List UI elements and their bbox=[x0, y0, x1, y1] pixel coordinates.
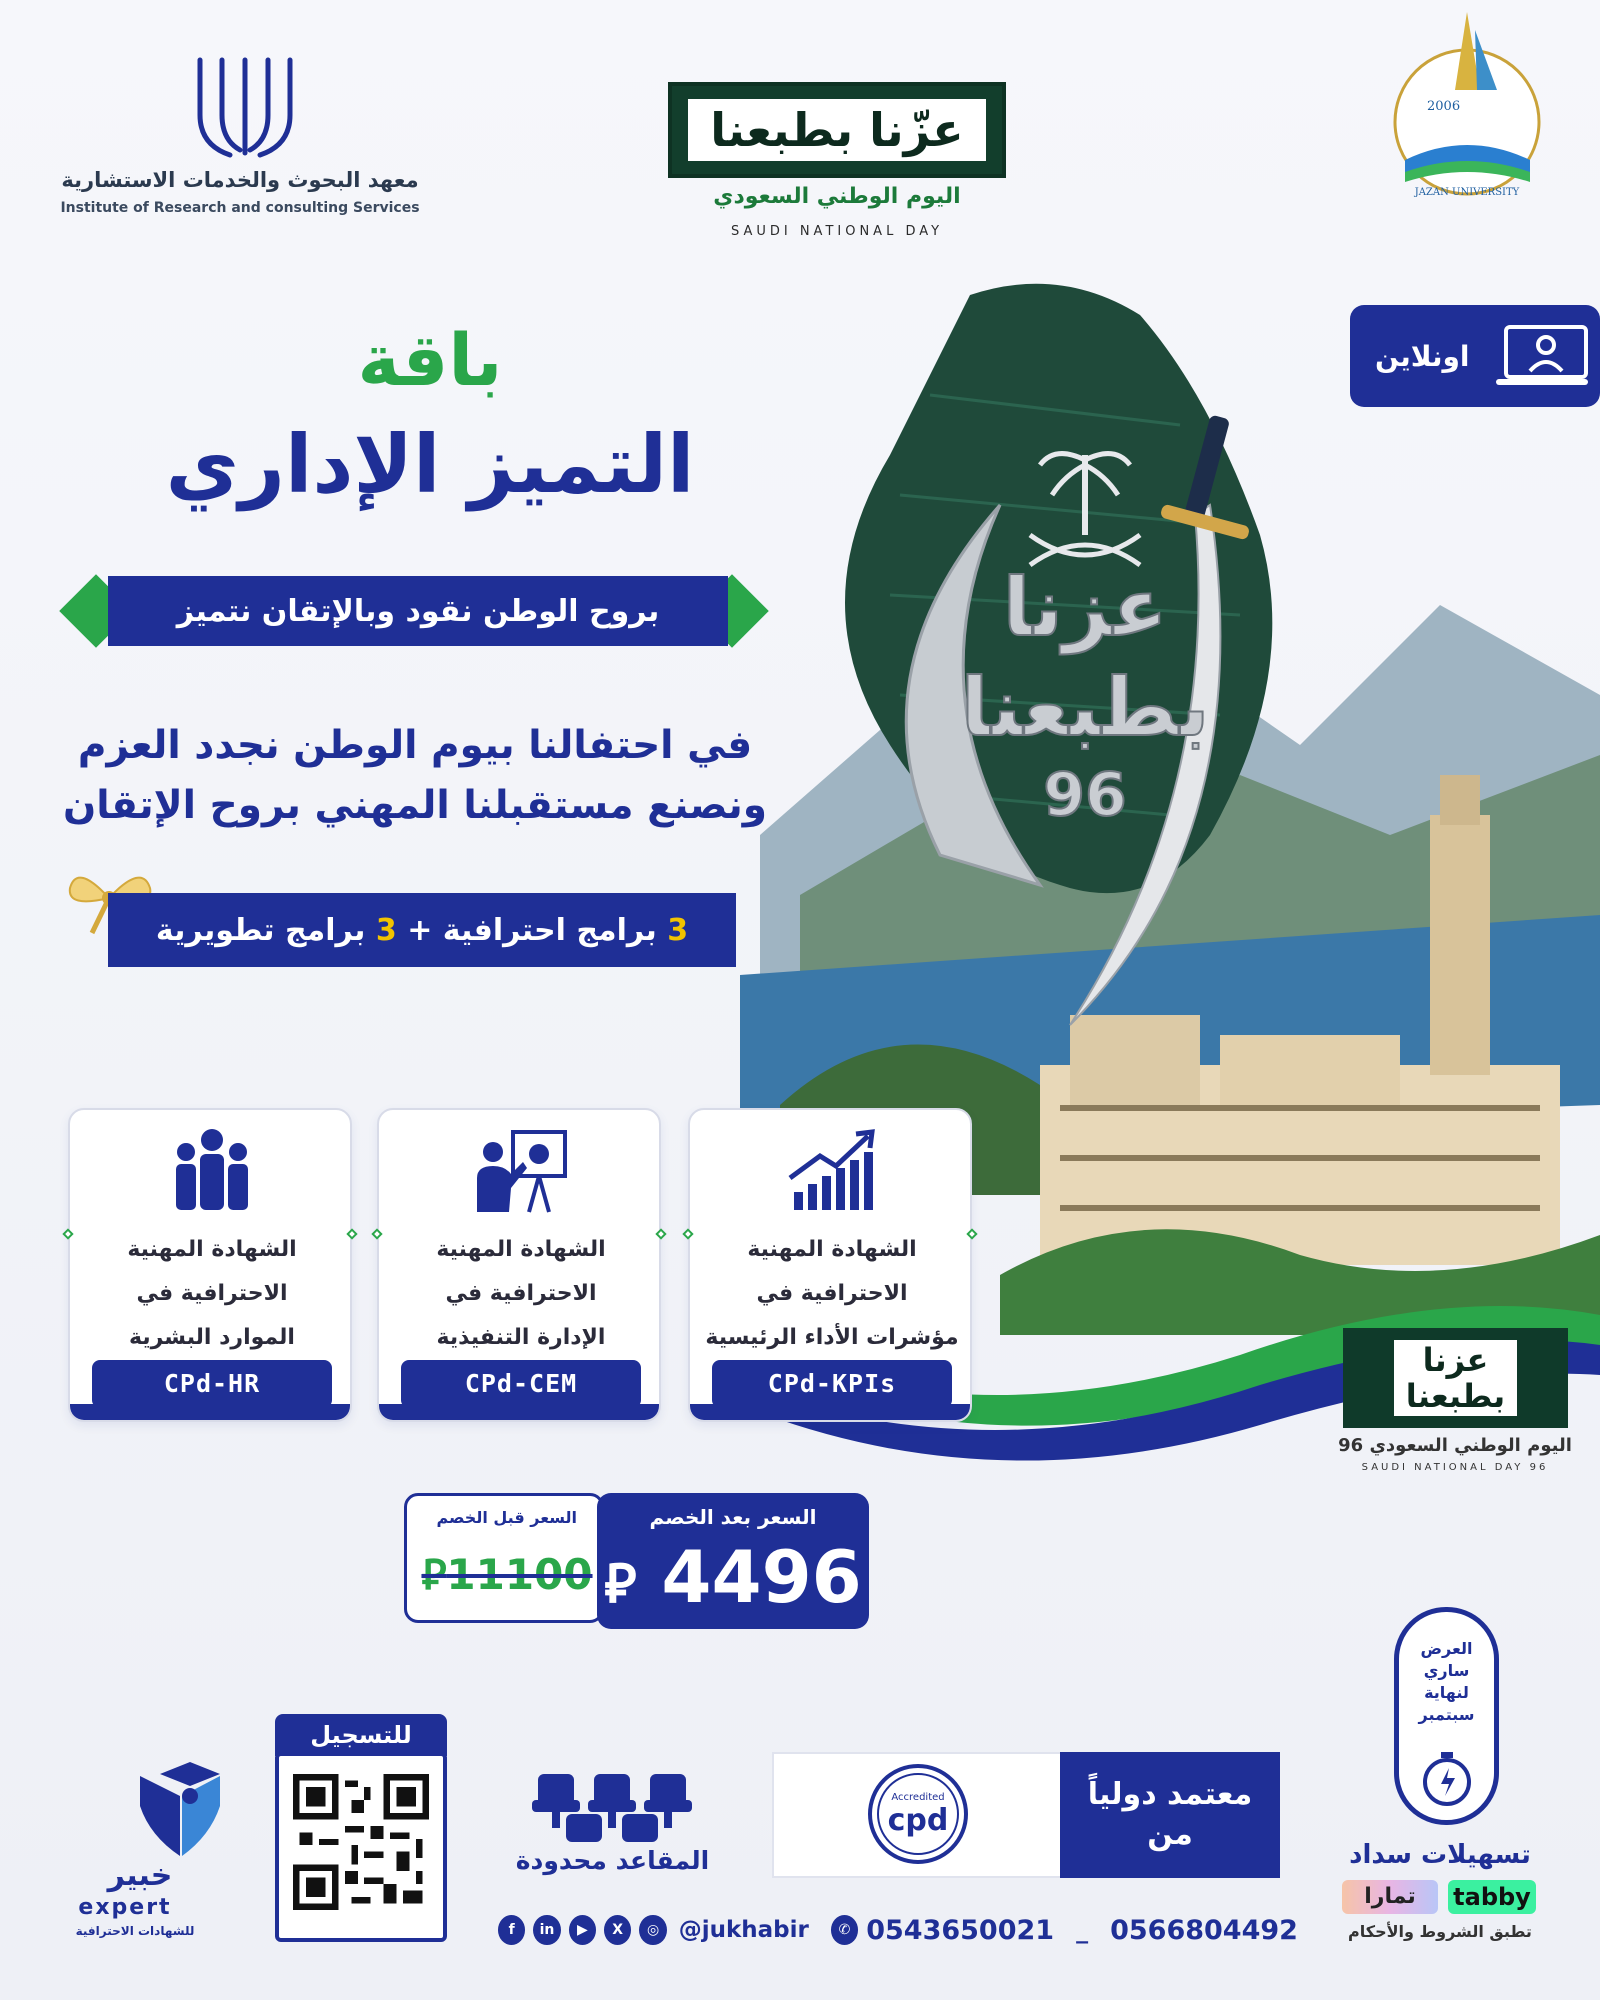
register-label: للتسجيل bbox=[275, 1714, 447, 1756]
price-after-box bbox=[597, 1493, 869, 1629]
presenter-icon bbox=[471, 1126, 571, 1216]
expert-name-ar: خبير bbox=[107, 1858, 173, 1893]
social-handle[interactable]: @jukhabir bbox=[678, 1917, 809, 1943]
package-description bbox=[60, 716, 770, 836]
cpd-accredited-logo bbox=[866, 1762, 970, 1866]
description-line-2: ونصنع مستقبلنا المهني بروح الإتقان bbox=[63, 783, 767, 828]
programs-text-1: برامج احترافية + bbox=[396, 912, 668, 948]
certificate-code: CPd-KPIs bbox=[712, 1360, 952, 1408]
card-dot-right bbox=[346, 1228, 357, 1239]
register-qr-code[interactable] bbox=[275, 1752, 447, 1942]
offer-line1: العرض bbox=[1420, 1639, 1473, 1658]
certificate-title-line3: مؤشرات الأداء الرئيسية bbox=[705, 1325, 959, 1350]
hero-calligraphy-number: 96 bbox=[1043, 760, 1127, 830]
tamara-logo: تمارا bbox=[1342, 1880, 1438, 1914]
payment-terms: تطبق الشروط والأحكام bbox=[1348, 1922, 1532, 1941]
certificate-title-line3: الإدارة التنفيذية bbox=[436, 1325, 606, 1350]
price-before-value bbox=[417, 1546, 597, 1601]
national-day-en: SAUDI NATIONAL DAY bbox=[730, 224, 944, 239]
card-footer-bar bbox=[70, 1404, 350, 1420]
package-prefix: باقة bbox=[357, 318, 503, 402]
national-day-96-ar: اليوم الوطني السعودي 96 bbox=[1338, 1435, 1572, 1456]
price-after-label: السعر بعد الخصم bbox=[649, 1505, 817, 1529]
facebook-icon[interactable]: f bbox=[498, 1915, 525, 1945]
linkedin-icon[interactable]: in bbox=[533, 1915, 560, 1945]
accreditation-line1: معتمد دولياً bbox=[1087, 1777, 1253, 1812]
package-title: التميز الإداري bbox=[165, 418, 695, 511]
svg-text:2006: 2006 bbox=[1427, 99, 1461, 114]
whatsapp-icon[interactable]: ✆ bbox=[831, 1915, 858, 1945]
price-after-value bbox=[597, 1535, 869, 1619]
certificate-title bbox=[700, 1228, 964, 1360]
stopwatch-icon bbox=[1417, 1748, 1477, 1808]
cpd-big-text: cpd bbox=[887, 1803, 949, 1838]
national-day-slogan: عزّنا بطبعنا bbox=[688, 99, 985, 161]
phone-1[interactable]: 0543650021 bbox=[866, 1914, 1055, 1946]
price-before-number: 11100 bbox=[446, 1550, 593, 1599]
tabby-logo: tabby bbox=[1448, 1880, 1536, 1914]
price-after-number: 4496 bbox=[661, 1535, 862, 1619]
seats-label: المقاعد محدودة bbox=[515, 1846, 710, 1875]
qr-code-icon bbox=[293, 1774, 429, 1910]
certificate-title-line2: الاحترافية في bbox=[136, 1281, 288, 1306]
certificate-title-line3: الموارد البشرية bbox=[129, 1325, 295, 1350]
seats-icon bbox=[528, 1764, 698, 1854]
certificate-title-line2: الاحترافية في bbox=[445, 1281, 597, 1306]
expert-name-en: expert bbox=[78, 1895, 172, 1920]
offer-line2: ساري bbox=[1423, 1661, 1470, 1680]
phone-2[interactable]: 0566804492 bbox=[1110, 1914, 1298, 1946]
certificate-title-line2: الاحترافية في bbox=[756, 1281, 908, 1306]
expert-logo-mark bbox=[120, 1756, 240, 1866]
cpd-small-text: Accredited bbox=[891, 1792, 945, 1803]
package-slogan: بروح الوطن نقود وبالإتقان نتميز bbox=[108, 576, 728, 646]
certificate-title-line1: الشهادة المهنية bbox=[436, 1237, 606, 1262]
national-day-96-en: SAUDI NATIONAL DAY 96 bbox=[1361, 1462, 1549, 1473]
programs-text-2: برامج تطويرية bbox=[155, 912, 376, 948]
certificate-card-cem bbox=[377, 1108, 661, 1422]
offer-text bbox=[1399, 1638, 1494, 1726]
card-footer-bar bbox=[379, 1404, 659, 1420]
certificate-title-line1: الشهادة المهنية bbox=[127, 1237, 297, 1262]
card-dot-left bbox=[682, 1228, 693, 1239]
programs-count-2: 3 bbox=[375, 912, 397, 948]
certificate-code: CPd-HR bbox=[92, 1360, 332, 1408]
programs-count-1: 3 bbox=[667, 912, 689, 948]
card-dot-right bbox=[655, 1228, 666, 1239]
na96-slogan-line1: عزنا bbox=[1422, 1341, 1489, 1379]
institute-logo-mark bbox=[190, 55, 300, 160]
certificate-title bbox=[389, 1228, 653, 1360]
online-label: اونلاين bbox=[1375, 339, 1470, 373]
payment-title: تسهيلات سداد bbox=[1349, 1840, 1531, 1870]
national-day-logo bbox=[668, 82, 1006, 178]
national-day-ar: اليوم الوطني السعودي bbox=[713, 184, 961, 209]
certificate-code: CPd-CEM bbox=[401, 1360, 641, 1408]
offer-seal bbox=[1394, 1607, 1499, 1825]
youtube-icon[interactable]: ▶ bbox=[569, 1915, 596, 1945]
team-icon bbox=[162, 1126, 262, 1216]
institute-name-en: Institute of Research and consulting Services bbox=[60, 200, 420, 216]
institute-name-ar: معهد البحوث والخدمات الاستشارية bbox=[61, 168, 419, 192]
expert-subtitle: للشهادات الاحترافية bbox=[75, 1924, 195, 1938]
na96-slogan-line2: بطبعنا bbox=[1405, 1377, 1506, 1415]
description-line-1: في احتفالنا بيوم الوطن نجدد العزم bbox=[77, 723, 753, 768]
certificate-card-hr bbox=[68, 1108, 352, 1422]
kpi-chart-icon bbox=[782, 1126, 882, 1216]
offer-line4: سبتمبر bbox=[1418, 1705, 1475, 1724]
card-footer-bar bbox=[690, 1404, 970, 1420]
certificate-title bbox=[80, 1228, 344, 1360]
phone-separator: _ bbox=[1076, 1916, 1089, 1944]
contact-row bbox=[498, 1908, 1298, 1952]
svg-text:JAZAN UNIVERSITY: JAZAN UNIVERSITY bbox=[1414, 187, 1520, 198]
certificate-card-kpis bbox=[688, 1108, 972, 1422]
national-day-96-logo bbox=[1343, 1328, 1568, 1428]
card-dot-left bbox=[62, 1228, 73, 1239]
hero-calligraphy-line2: بطبعنا bbox=[960, 661, 1210, 754]
programs-bar bbox=[108, 893, 736, 967]
offer-line3: لنهاية bbox=[1424, 1683, 1469, 1702]
certificate-title-line1: الشهادة المهنية bbox=[747, 1237, 917, 1262]
x-twitter-icon[interactable]: X bbox=[604, 1915, 631, 1945]
jazan-university-logo bbox=[1385, 10, 1550, 200]
hero-calligraphy-line1: عزنا bbox=[1002, 561, 1168, 654]
price-before-label: السعر قبل الخصم bbox=[436, 1508, 577, 1527]
accreditation-line2: من bbox=[1147, 1817, 1193, 1852]
instagram-icon[interactable]: ◎ bbox=[639, 1915, 666, 1945]
price-before-box bbox=[404, 1493, 604, 1623]
accreditation-label bbox=[1060, 1752, 1280, 1878]
riyal-symbol-icon: ⃁ bbox=[604, 1552, 637, 1615]
card-dot-left bbox=[371, 1228, 382, 1239]
riyal-symbol-icon: ⃁ bbox=[421, 1550, 447, 1599]
